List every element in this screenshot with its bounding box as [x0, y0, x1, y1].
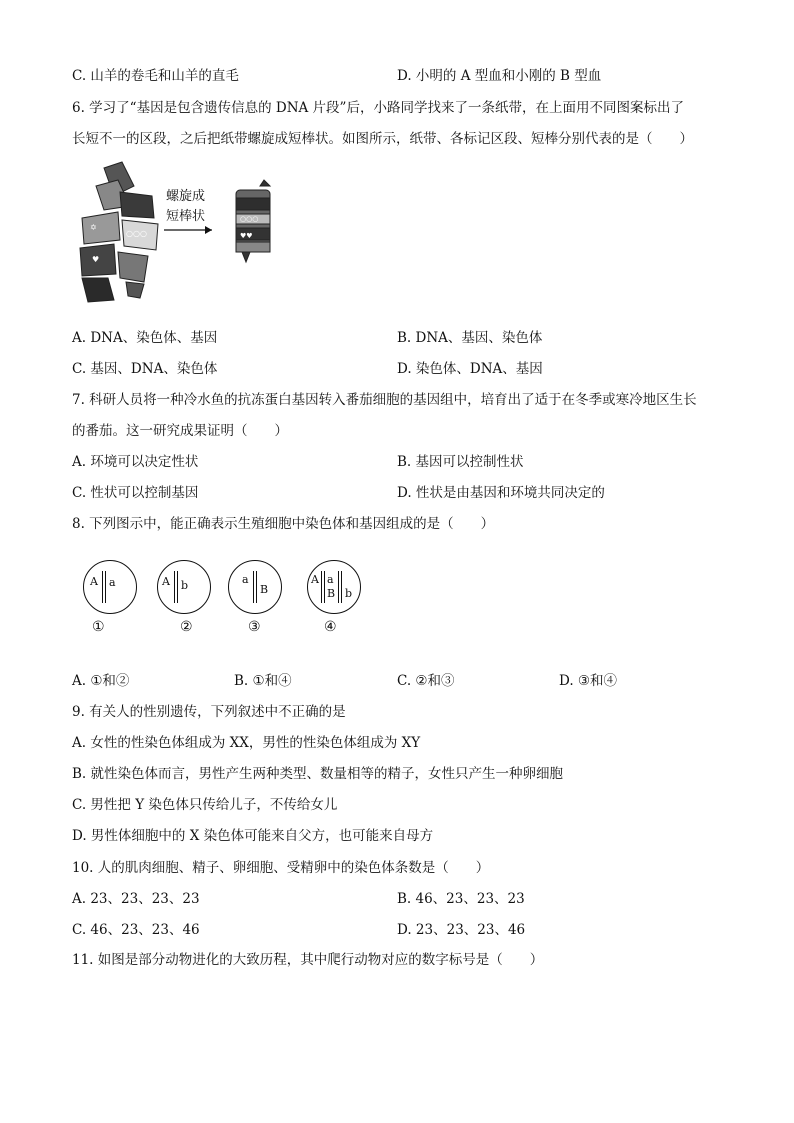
q10-stem: 10. 人的肌肉细胞、精子、卵细胞、受精卵中的染色体条数是（ ） — [72, 860, 490, 876]
paper-strip-diagram — [74, 158, 294, 306]
q6-figure — [74, 158, 294, 306]
gene-label: b — [181, 579, 189, 592]
q8-option-b: B. ①和④ — [234, 673, 292, 689]
gene-label: A — [90, 575, 98, 588]
gene-label: B — [260, 583, 269, 596]
q8-option-d: D. ③和④ — [559, 673, 618, 689]
q6-stem-line2: 长短不一的区段，之后把纸带螺旋成短棒状。如图所示，纸带、各标记区段、短棒分别代表的是（ ） — [72, 131, 693, 147]
q10-option-b: B. 46、23、23、23 — [397, 891, 525, 907]
q8-cell-figure — [80, 556, 380, 646]
q6-option-c: C. 基因、DNA、染色体 — [72, 361, 218, 377]
q7-option-b: B. 基因可以控制性状 — [397, 454, 524, 470]
cell-3 — [228, 560, 282, 614]
cell-2-label: ② — [180, 619, 193, 635]
q9-option-a: A. 女性的性染色体组成为 XX，男性的性染色体组成为 XY — [72, 735, 421, 751]
q8-option-c: C. ②和③ — [397, 673, 455, 689]
q6-option-b: B. DNA、基因、染色体 — [397, 330, 543, 346]
cell-4 — [307, 560, 361, 614]
gene-label: a — [327, 573, 334, 586]
cell-2 — [157, 560, 211, 614]
q10-option-a: A. 23、23、23、23 — [72, 891, 200, 907]
gene-label: a — [242, 573, 249, 586]
q6-option-d: D. 染色体、DNA、基因 — [397, 361, 543, 377]
q5-option-c: C. 山羊的卷毛和山羊的直毛 — [72, 68, 239, 84]
gene-label: a — [109, 576, 116, 589]
q7-stem-line2: 的番茄。这一研究成果证明（ ） — [72, 423, 288, 439]
gene-label: B — [327, 587, 336, 600]
gene-label: b — [345, 587, 353, 600]
svg-text:○○○: ○○○ — [126, 229, 147, 238]
q9-option-b: B. 就性染色体而言，男性产生两种类型、数量相等的精子，女性只产生一种卵细胞 — [72, 766, 564, 782]
q8-option-a: A. ①和② — [72, 673, 130, 689]
q10-option-d: D. 23、23、23、46 — [397, 922, 526, 938]
gene-label: A — [162, 575, 170, 588]
q6-stem-line1: 6. 学习了“基因是包含遗传信息的 DNA 片段”后，小路同学找来了一条纸带，在上面用不同图案标出了 — [72, 100, 684, 116]
arrow-label-2: 短棒状 — [166, 209, 206, 224]
q11-stem: 11. 如图是部分动物进化的大致历程，其中爬行动物对应的数字标号是（ ） — [72, 952, 544, 968]
cell-1-label: ① — [92, 619, 105, 635]
cell-3-label: ③ — [248, 619, 261, 635]
q9-option-d: D. 男性体细胞中的 X 染色体可能来自父方，也可能来自母方 — [72, 828, 434, 844]
cell-1 — [83, 560, 137, 614]
q9-option-c: C. 男性把 Y 染色体只传给儿子，不传给女儿 — [72, 797, 338, 813]
svg-text:✡: ✡ — [90, 223, 97, 232]
q7-stem-line1: 7. 科研人员将一种冷水鱼的抗冻蛋白基因转入番茄细胞的基因组中，培育出了适于在冬季或寒冷地区生长 — [72, 392, 697, 408]
q10-option-c: C. 46、23、23、46 — [72, 922, 200, 938]
q5-option-d: D. 小明的 A 型血和小刚的 B 型血 — [397, 68, 602, 84]
svg-text:♥: ♥ — [92, 255, 100, 264]
right-arrow-icon — [164, 226, 212, 234]
gene-label: A — [311, 573, 319, 586]
svg-text:♥♥: ♥♥ — [240, 232, 253, 240]
q7-option-d: D. 性状是由基因和环境共同决定的 — [397, 485, 605, 501]
q8-stem: 8. 下列图示中，能正确表示生殖细胞中染色体和基因组成的是（ ） — [72, 516, 495, 532]
cell-4-label: ④ — [324, 619, 337, 635]
q7-option-a: A. 环境可以决定性状 — [72, 454, 199, 470]
q6-option-a: A. DNA、染色体、基因 — [72, 330, 218, 346]
arrow-label-1: 螺旋成 — [166, 189, 206, 204]
svg-text:○○○: ○○○ — [240, 215, 259, 223]
q7-option-c: C. 性状可以控制基因 — [72, 485, 199, 501]
q9-stem: 9. 有关人的性别遗传，下列叙述中不正确的是 — [72, 704, 346, 720]
